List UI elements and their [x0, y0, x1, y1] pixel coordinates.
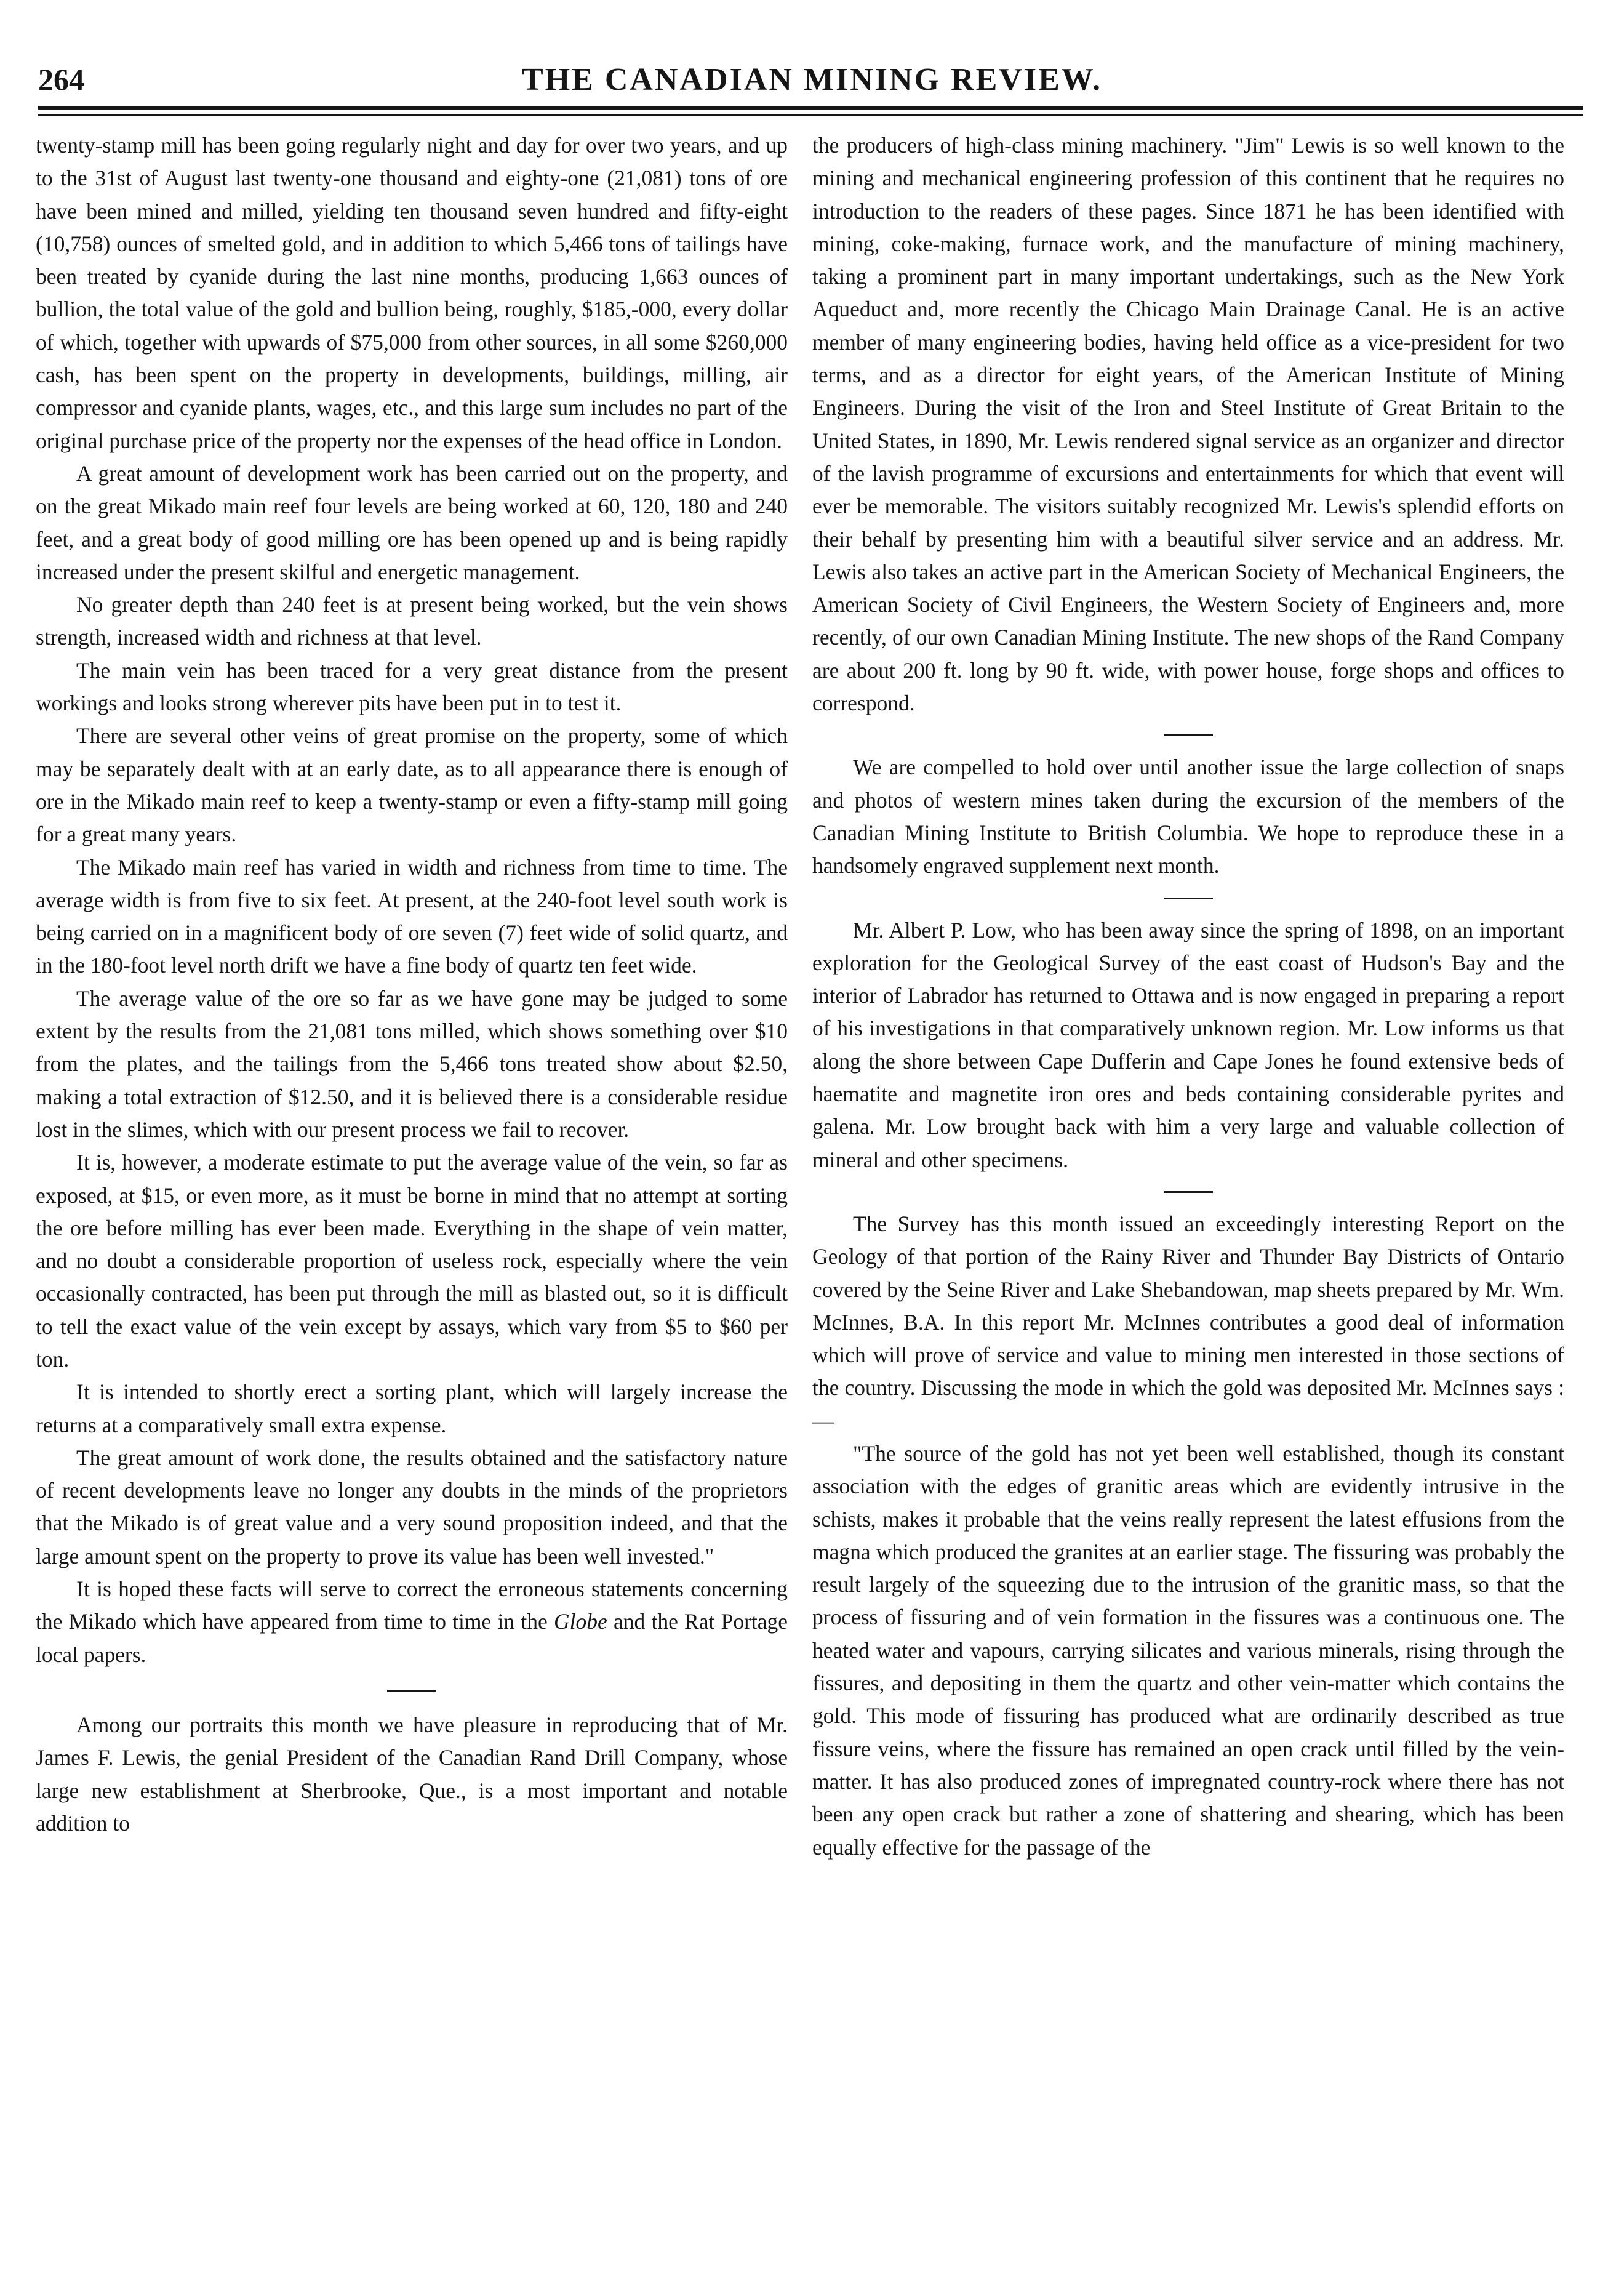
- newspaper-title: Globe: [553, 1609, 607, 1634]
- section-separator: [1164, 898, 1213, 899]
- paragraph-text: and the Rat Portage local papers.: [36, 1609, 788, 1667]
- paragraph: Mr. Albert P. Low, who has been away since the spring of 1898, on an important exploration for the Geological Survey of the east coast of Hudson's Bay and the interior of Labrador has returned to Ottawa and is now engaged in preparing a report of his investigations in that comparatively unknown region. Mr. Low informs us that along the shore between Cape Dufferin and Cape Jones he found extensive beds of haematite and magnetite iron ores and beds containing considerable pyrites and galena. Mr. Low brought back with him a very large and valuable collection of mineral and other specimens.: [812, 917, 1564, 1172]
- page-number: 264: [38, 62, 84, 97]
- paragraph: The main vein has been traced for a very great distance from the present workings and looks strong wherever pits have been put in to test it.: [36, 657, 788, 716]
- paragraph: It is intended to shortly erect a sorting plant, which will largely increase the returns at a comparatively small extra expense.: [36, 1379, 788, 1437]
- paragraph: [36, 1573, 788, 1671]
- paragraph: No greater depth than 240 feet is at present being worked, but the vein shows strength, increased width and richness at that level.: [36, 592, 788, 650]
- paragraph: twenty-stamp mill has been going regularly night and day for over two years, and up to the 31st of August last twenty-one thousand and eighty-one (21,081) tons of ore have been mined and milled, yielding ten thousand seven hundred and fifty-eight (10,758) ounces of smelted gold, and in addition to which 5,466 tons of tailings have been treated by cyanide during the last nine months, producing 1,663 ounces of bullion, the total value of the gold and bullion being, roughly, $185,-000, every dollar of which, together with upwards of $75,000 from other sources, in all some $260,000 cash, has been spent on the property in developments, buildings, milling, air compressor and cyanide plants, wages, etc., and this large sum includes no part of the original purchase price of the property nor the expenses of the head office in London.: [36, 133, 788, 453]
- paragraph: The Mikado main reef has varied in width and richness from time to time. The average width is from five to six feet. At present, at the 240-foot level south work is being carried on in a magnificent body of ore seven (7) feet wide of solid quartz, and in the 180-foot level north drift we have a fine body of quartz ten feet wide.: [36, 854, 788, 978]
- header-rule-thin: [38, 114, 1583, 116]
- section-separator: [1164, 734, 1213, 736]
- paragraph: A great amount of development work has been carried out on the property, and on the great Mikado main reef four levels are being worked at 60, 120, 180 and 240 feet, and a great body of good milling ore has been opened up and is being rapidly increased under the present skilful and energetic management.: [36, 460, 788, 584]
- paragraph: Among our portraits this month we have pleasure in reproducing that of Mr. James F. Lewis, the genial President of the Canadian Rand Drill Company, whose large new establishment at Sherbrooke, Que., is a most important and notable addition to: [36, 1712, 788, 1836]
- paragraph: The Survey has this month issued an exceedingly interesting Report on the Geology of that portion of the Rainy River and Thunder Bay Districts of Ontario covered by the Seine River and Lake Shebandowan, map sheets prepared by Mr. Wm. McInnes, B.A. In this report Mr. McInnes contributes a good deal of information which will prove of service and value to mining men interested in those sections of the country. Discussing the mode in which the gold was deposited Mr. McInnes says :—: [812, 1211, 1564, 1433]
- paragraph: It is, however, a moderate estimate to put the average value of the vein, so far as exposed, at $15, or even more, as it must be borne in mind that no attempt at sorting the ore before milling has ever been made. Everything in the shape of vein matter, and no doubt a considerable proportion of useless rock, especially where the vein occasionally contracted, has been put through the mill as blasted out, so it is difficult to tell the exact value of the vein except by assays, which vary from $5 to $60 per ton.: [36, 1150, 788, 1371]
- left-column: [36, 129, 788, 1840]
- paragraph: We are compelled to hold over until another issue the large collection of snaps and photos of western mines taken during the excursion of the members of the Canadian Mining Institute to British Columbia. We hope to reproduce these in a handsomely engraved supplement next month.: [812, 755, 1564, 878]
- quotation: "The source of the gold has not yet been well established, though its constant association with the edges of granitic areas which are evidently intrusive in the schists, makes it probable that the veins really represent the latest effusions from the magna which produced the granites at an earlier stage. The fissuring was probably the result largely of the squeezing due to the intrusion of the granitic mass, so that the process of fissuring and of vein formation in the fissures was a continuous one. The heated water and vapours, carrying silicates and various minerals, rising through the fissures, and depositing in them the quartz and other vein-matter which contains the gold. This mode of fissuring has produced what are ordinarily described as true fissure veins, where the fissure has remained an open crack until filled by the vein-matter. It has also produced zones of impregnated country-rock where there has not been any open crack but rather a zone of shattering and shearing, which has been equally effective for the passage of the: [812, 1440, 1564, 1860]
- section-separator: [387, 1690, 436, 1692]
- section-separator: [1164, 1191, 1213, 1193]
- paragraph-text: It is hoped these facts will serve to correct the erroneous statements concerning the Mikado which have appeared from time to time in the: [36, 1576, 788, 1634]
- paragraph: The great amount of work done, the results obtained and the satisfactory nature of recent developments leave no longer any doubts in the minds of the proprietors that the Mikado is of great value and a very sound proposition indeed, and that the large amount spent on the property to prove its value has been well invested.": [36, 1445, 788, 1568]
- header-rule-thick: [38, 106, 1583, 110]
- right-column: [812, 129, 1564, 1864]
- paragraph: the producers of high-class mining machinery. "Jim" Lewis is so well known to the mining and mechanical engineering profession of this continent that he requires no introduction to the readers of these pages. Since 1871 he has been identified with mining, coke-making, furnace work, and the manufacture of mining machinery, taking a prominent part in many important undertakings, such as the New York Aqueduct and, more recently the Chicago Main Drainage Canal. He is an active member of many engineering bodies, having held office as a vice-president for two terms, and as a director for eight years, of the American Institute of Mining Engineers. During the visit of the Iron and Steel Institute of Great Britain to the United States, in 1890, Mr. Lewis rendered signal service as an organizer and director of the lavish programme of excursions and entertainments for which that event will ever be memorable. The visitors suitably recognized Mr. Lewis's splendid efforts on their behalf by presenting him with a beautiful silver service and an address. Mr. Lewis also takes an active part in the American Society of Mechanical Engineers, the American Society of Civil Engineers, the Western Society of Engineers and, more recently, of our own Canadian Mining Institute. The new shops of the Rand Company are about 200 ft. long by 90 ft. wide, with power house, forge shops and offices to correspond.: [812, 133, 1564, 716]
- paragraph: There are several other veins of great promise on the property, some of which may be separately dealt with at an early date, as to all appearance there is enough of ore in the Mikado main reef to keep a twenty-stamp or even a fifty-stamp mill going for a great many years.: [36, 723, 788, 847]
- running-title: THE CANADIAN MINING REVIEW.: [522, 62, 1102, 97]
- paragraph: The average value of the ore so far as we have gone may be judged to some extent by the results from the 21,081 tons milled, which shows something over $10 from the plates, and the tailings from the 5,466 tons treated show about $2.50, making a total extraction of $12.50, and it is believed there is a considerable residue lost in the slimes, which with our present process we fail to recover.: [36, 986, 788, 1142]
